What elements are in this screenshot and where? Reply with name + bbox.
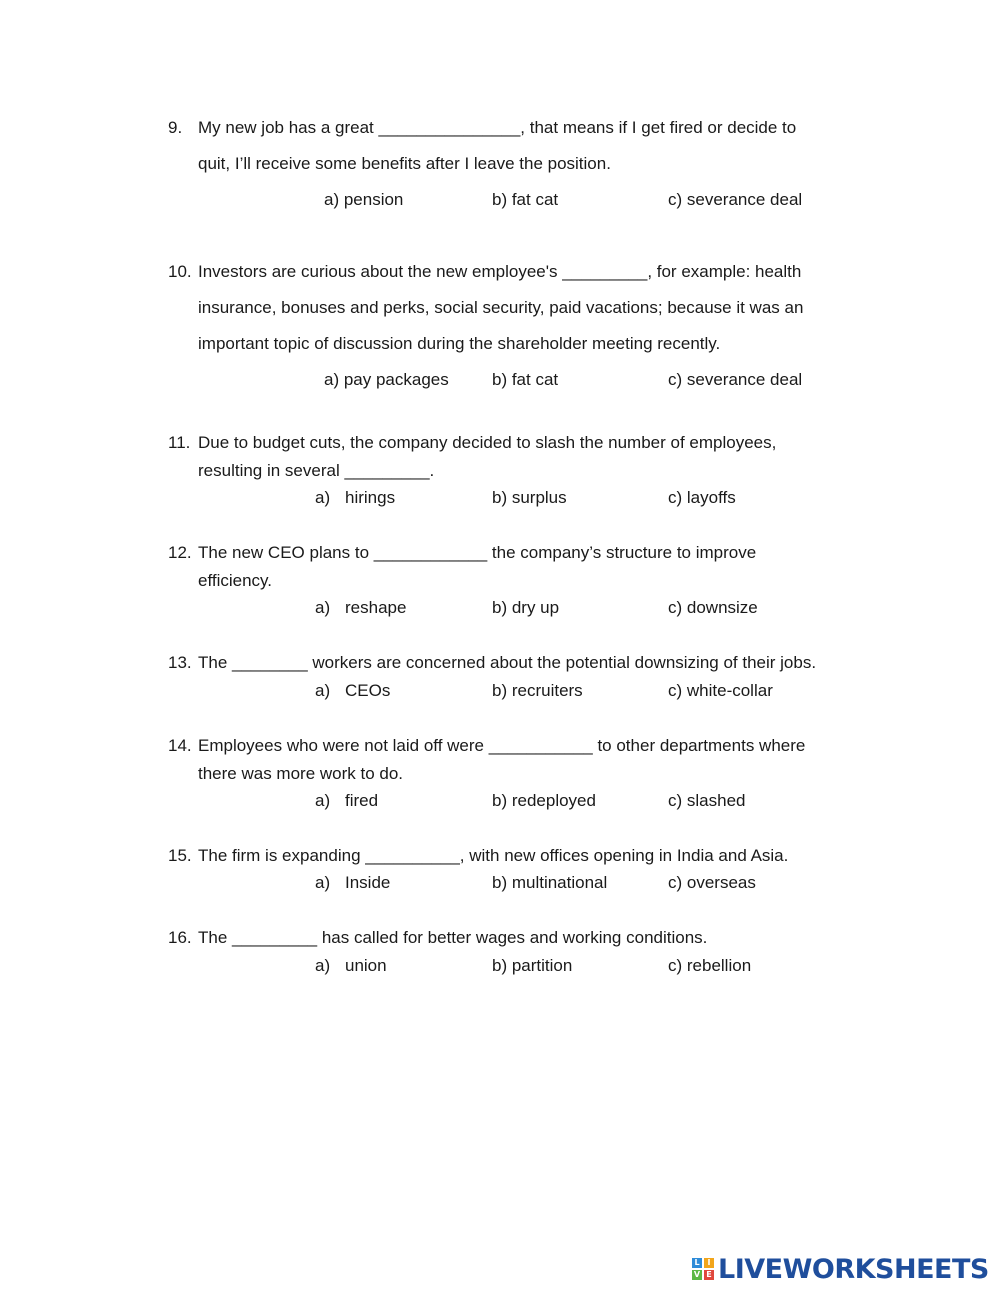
option-b[interactable]: b) fat cat: [492, 370, 559, 389]
option-c[interactable]: c) downsize: [668, 598, 758, 617]
option-a[interactable]: [315, 681, 390, 701]
liveworksheets-logo: [692, 1252, 989, 1286]
option-label: a): [315, 791, 331, 810]
logo-text: LIVEWORKSHEETS: [718, 1253, 989, 1285]
option-a[interactable]: [315, 873, 390, 893]
question-text: The new CEO plans to ____________ the company’s structure to improve: [198, 543, 757, 562]
option-text: Inside: [345, 873, 391, 892]
question-text: efficiency.: [198, 571, 273, 590]
option-b[interactable]: b) fat cat: [492, 190, 559, 209]
question-text: there was more work to do.: [198, 764, 404, 783]
logo-tiles-icon: [692, 1258, 714, 1280]
option-label: a): [315, 956, 331, 975]
logo-tile: L: [692, 1258, 702, 1268]
logo-tile: V: [693, 1270, 701, 1279]
option-label: a): [315, 598, 331, 617]
option-c[interactable]: c) overseas: [668, 873, 756, 892]
option-label: a): [315, 681, 331, 700]
question-text: resulting in several _________.: [198, 461, 435, 480]
option-text: reshape: [345, 598, 407, 617]
option-b[interactable]: b) dry up: [492, 598, 560, 617]
question-text: The _________ has called for better wages and working conditions.: [198, 928, 708, 947]
question-text: Due to budget cuts, the company decided to slash the number of employees,: [198, 433, 777, 452]
option-c[interactable]: c) severance deal: [668, 190, 803, 209]
question-text: important topic of discussion during the shareholder meeting recently.: [198, 334, 721, 353]
question-number: 13.: [168, 653, 192, 672]
option-a[interactable]: [315, 488, 395, 508]
question-text: insurance, bonuses and perks, social security, paid vacations; because it was an: [198, 298, 804, 317]
question-number: 12.: [168, 543, 192, 562]
option-label: a): [315, 873, 331, 892]
logo-tile: I: [704, 1258, 714, 1268]
option-a[interactable]: [315, 791, 378, 811]
question-text: Investors are curious about the new employee's _________, for example: health: [198, 262, 802, 281]
question-number: 10.: [168, 262, 192, 281]
question-number: 9.: [168, 118, 183, 137]
logo-tile: E: [704, 1270, 714, 1280]
question-text: quit, I’ll receive some benefits after I leave the position.: [198, 154, 611, 173]
option-b[interactable]: b) recruiters: [492, 681, 583, 700]
option-b[interactable]: b) redeployed: [492, 791, 596, 810]
option-text: CEOs: [345, 681, 391, 700]
option-c[interactable]: c) rebellion: [668, 956, 752, 975]
option-a[interactable]: [315, 598, 406, 618]
option-b[interactable]: b) multinational: [492, 873, 608, 892]
option-label: a): [315, 488, 331, 507]
option-b[interactable]: b) partition: [492, 956, 573, 975]
question-number: 15.: [168, 846, 192, 865]
question-text: Employees who were not laid off were ___________ to other departments where: [198, 736, 806, 755]
option-a[interactable]: a) pay packages: [324, 370, 449, 389]
question-text: The firm is expanding __________, with new offices opening in India and Asia.: [198, 846, 789, 865]
option-a[interactable]: a) pension: [324, 190, 404, 209]
option-text: union: [345, 956, 387, 975]
question-number: 14.: [168, 736, 192, 755]
option-text: fired: [345, 791, 379, 810]
question-number: 11.: [168, 433, 191, 452]
option-b[interactable]: b) surplus: [492, 488, 567, 507]
option-c[interactable]: c) white-collar: [668, 681, 773, 700]
option-c[interactable]: c) severance deal: [668, 370, 803, 389]
question-text: My new job has a great _______________, that means if I get fired or decide to: [198, 118, 797, 137]
option-c[interactable]: c) slashed: [668, 791, 746, 810]
option-text: hirings: [345, 488, 396, 507]
option-c[interactable]: c) layoffs: [668, 488, 736, 507]
option-a[interactable]: [315, 956, 387, 976]
question-number: 16.: [168, 928, 192, 947]
question-text: The ________ workers are concerned about the potential downsizing of their jobs.: [198, 653, 817, 672]
